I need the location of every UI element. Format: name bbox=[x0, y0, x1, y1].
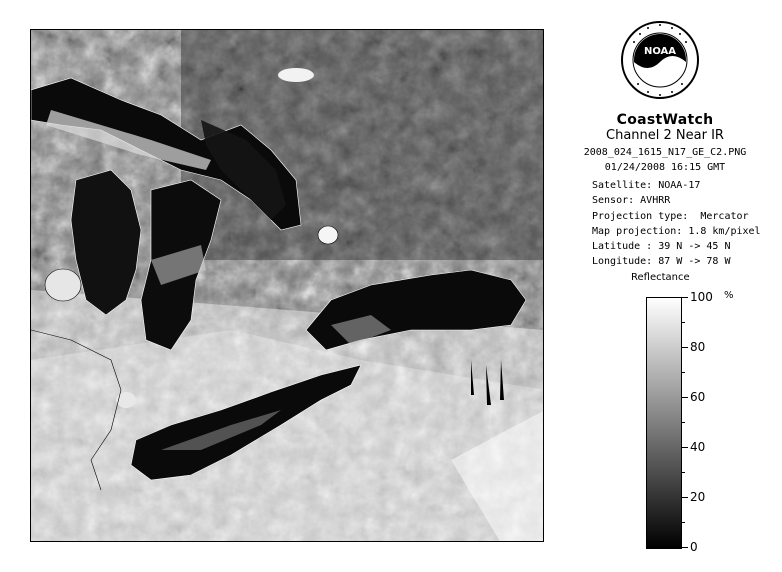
satellite-map bbox=[31, 30, 544, 542]
colorbar-minor-tick bbox=[682, 372, 685, 373]
colorbar-tick bbox=[682, 497, 688, 498]
colorbar-title: Reflectance bbox=[631, 272, 690, 283]
colorbar-tick-label: 40 bbox=[690, 440, 706, 454]
colorbar-tick bbox=[682, 547, 688, 548]
meta-satellite: Satellite: NOAA-17 bbox=[592, 180, 701, 191]
colorbar bbox=[646, 297, 682, 549]
file-name: 2008_024_1615_N17_GE_C2.PNG bbox=[583, 147, 747, 158]
colorbar-minor-tick bbox=[682, 322, 685, 323]
colorbar-unit: % bbox=[724, 290, 734, 301]
colorbar-tick-label: 60 bbox=[690, 390, 706, 404]
org-title: CoastWatch bbox=[616, 112, 714, 128]
channel-title: Channel 2 Near IR bbox=[606, 128, 724, 143]
satellite-image bbox=[30, 29, 544, 542]
colorbar-tick-label: 20 bbox=[690, 490, 706, 504]
colorbar-minor-tick bbox=[682, 422, 685, 423]
colorbar-tick bbox=[682, 297, 688, 298]
meta-projection-type: Projection type: Mercator bbox=[592, 210, 749, 222]
colorbar-tick bbox=[682, 347, 688, 348]
noaa-seal-icon bbox=[620, 20, 700, 100]
date-time: 01/24/2008 16:15 GMT bbox=[604, 162, 726, 173]
colorbar-minor-tick bbox=[682, 522, 685, 523]
colorbar-tick-label: 80 bbox=[690, 340, 706, 354]
meta-map-projection: Map projection: 1.8 km/pixel bbox=[592, 225, 761, 237]
metadata-list bbox=[592, 178, 761, 270]
meta-sensor: Sensor: AVHRR bbox=[592, 195, 671, 207]
colorbar-minor-tick bbox=[682, 472, 685, 473]
colorbar-tick-label: 0 bbox=[690, 540, 698, 554]
meta-latitude: Latitude : 39 N -> 45 N bbox=[592, 241, 731, 253]
colorbar-tick bbox=[682, 397, 688, 398]
colorbar-tick bbox=[682, 447, 688, 448]
svg-text:NOAA: NOAA bbox=[643, 46, 677, 57]
colorbar-tick-label: 100 bbox=[690, 290, 713, 304]
meta-longitude: Longitude: 87 W -> 78 W bbox=[592, 256, 731, 268]
